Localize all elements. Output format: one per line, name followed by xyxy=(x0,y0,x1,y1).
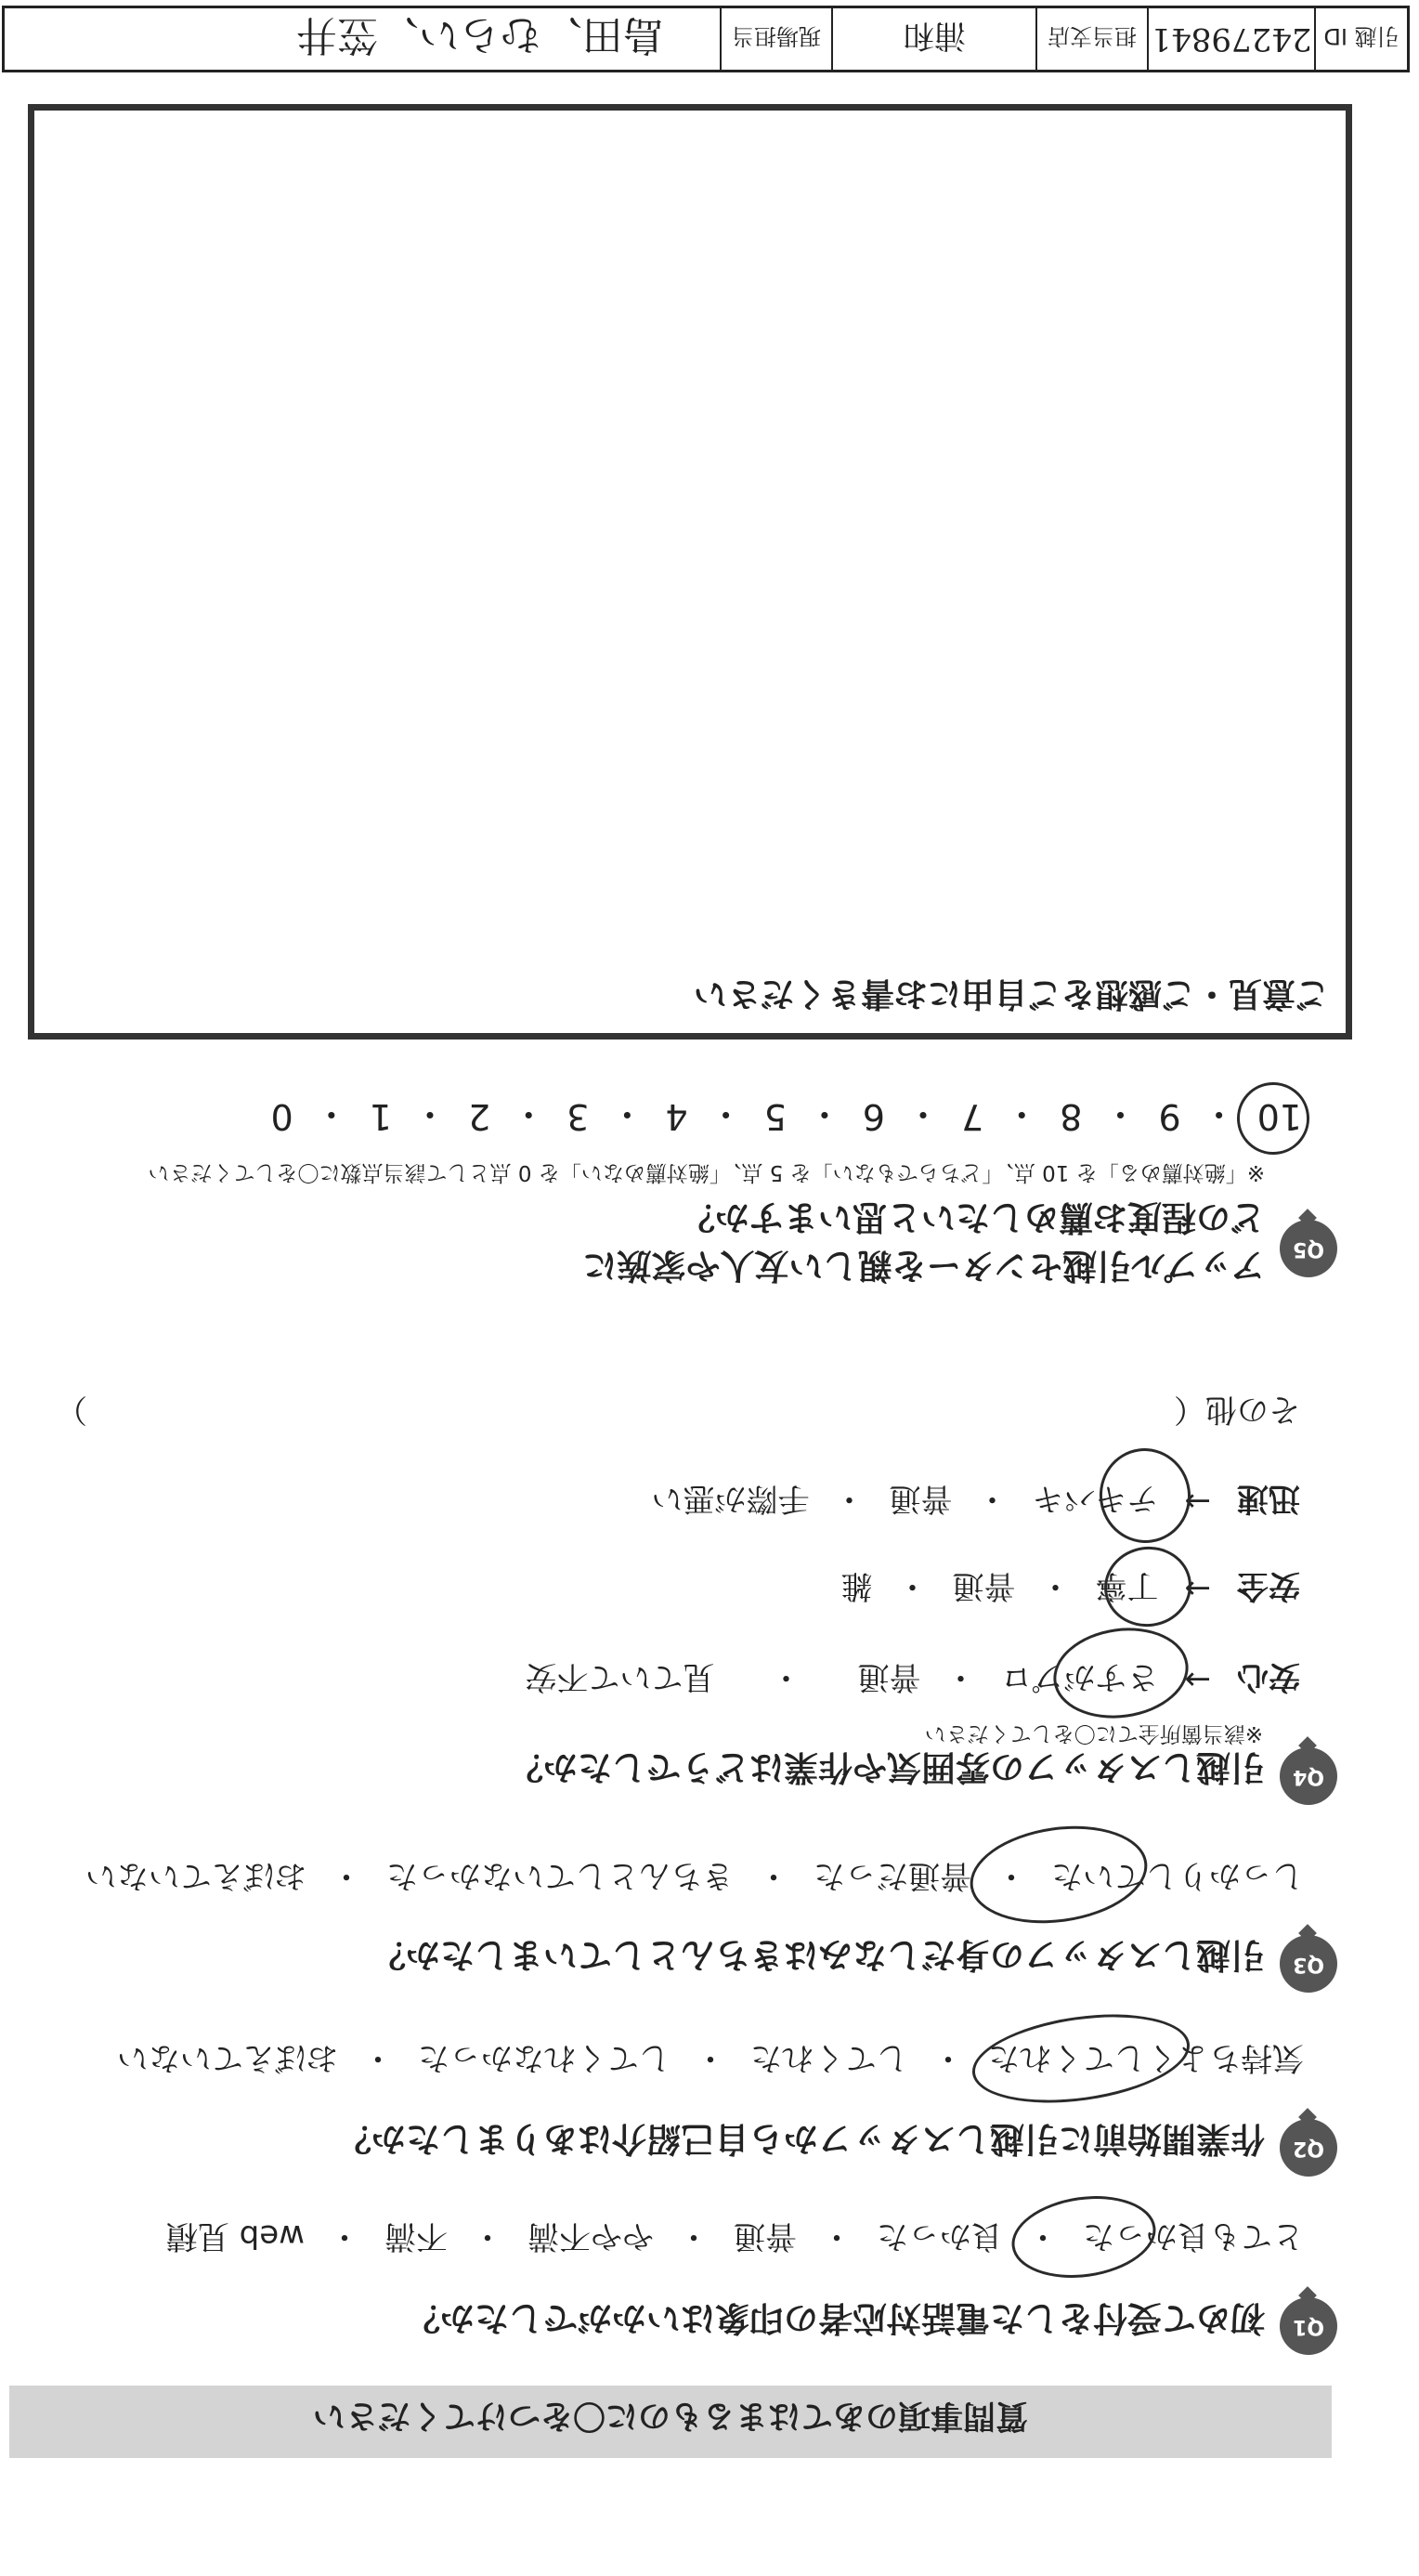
q5-note: ※「絶対薦める」を 10 点、「どちらでもない」を 5 点、「絶対薦めない」を 0 点として該当点数に〇をしてください xyxy=(148,1160,1265,1184)
q2-options: 気持ちよくしてくれた ・ してくれた ・ してくれなかった ・ おぼえていない xyxy=(117,2038,1304,2084)
q4-anshin-hand-circle xyxy=(1048,1619,1194,1726)
q4-jinsoku-quick[interactable]: テキパキ xyxy=(1032,1480,1159,1517)
q5-text-line1: アップル引越センターを親しい友人や家族に xyxy=(582,1246,1265,1286)
staff-value-cell[interactable] xyxy=(5,8,720,70)
q4-anzen-normal[interactable]: 普通 xyxy=(952,1567,1016,1604)
q3-option-normal[interactable]: 普通だった xyxy=(814,1857,971,1894)
q4-jinsoku-clumsy[interactable]: 手際が悪い xyxy=(651,1480,810,1517)
q3-option-not-neat[interactable]: きちんとしていなかった xyxy=(386,1857,734,1894)
q5-score-7[interactable]: 7 xyxy=(961,1096,984,1138)
staff-label: 現場担当 xyxy=(732,23,821,50)
footer-table xyxy=(2,6,1410,72)
q1-options: とても良かった ・ 良かった ・ 普通 ・ やや不満 ・ 不満 ・ web 見積 xyxy=(166,2216,1304,2262)
q1-option-somewhat-unsatisfied[interactable]: やや不満 xyxy=(527,2217,654,2255)
q2-text: 作業開始前に引越しスタッフから自己紹介はありましたか？ xyxy=(337,2119,1265,2159)
staff-label-cell xyxy=(720,8,831,70)
q4-other-label: その他（ xyxy=(1174,1391,1300,1428)
q4-jinsoku-hand-circle xyxy=(1093,1443,1196,1550)
q4-row-other xyxy=(56,1390,1300,1435)
instructions-banner xyxy=(9,2386,1332,2458)
q5-score-8[interactable]: 8 xyxy=(1060,1096,1083,1138)
move-id-value: 24279841 xyxy=(1151,20,1312,58)
q4-text: 引越しスタッフの雰囲気や作業はどうでしたか？ xyxy=(509,1747,1265,1787)
q4-jinsoku-normal[interactable]: 普通 xyxy=(889,1480,953,1517)
arrow-icon: → xyxy=(1184,1661,1211,1699)
q4-row-anzen: 安全 → 丁寧 ・ 普通 ・ 雑 xyxy=(841,1566,1301,1612)
q4-note: ※該当箇所全てに〇をしてください xyxy=(924,1721,1263,1746)
q4-other-blank[interactable] xyxy=(87,1412,1174,1413)
q5-score-1[interactable]: 1 xyxy=(369,1096,392,1138)
q5-score-9[interactable]: 9 xyxy=(1158,1096,1181,1138)
q5-badge: Q5 xyxy=(1280,1220,1337,1277)
q5-score-5[interactable]: 5 xyxy=(763,1096,787,1138)
q3-option-neat[interactable]: しっかりしていた xyxy=(1051,1857,1304,1894)
q5-hand-circle xyxy=(1232,1078,1314,1159)
q5-score-6[interactable]: 6 xyxy=(862,1096,886,1138)
q4-row-anshin: 安心 → さすがプロ ・ 普通 ・ 見ていて不安 xyxy=(526,1657,1301,1703)
q4-anzen-hand-circle xyxy=(1099,1541,1196,1632)
q5-scale: 10 ・ 9 ・ 8 ・ 7 ・ 6 ・ 5 ・ 4 ・ 3 ・ 2 ・ 1 ・ 0 xyxy=(270,1093,1302,1138)
q2-hand-circle xyxy=(967,2002,1195,2115)
q1-badge: Q1 xyxy=(1280,2297,1337,2355)
q3-text: 引越しスタッフの身だしなみはきちんとしていましたか？ xyxy=(371,1935,1265,1975)
q4-row-label: 迅速 xyxy=(1237,1480,1300,1517)
q5-score-0[interactable]: 0 xyxy=(270,1096,293,1138)
q1-option-web-estimate[interactable]: web 見積 xyxy=(165,2217,305,2255)
q1-option-unsatisfied[interactable]: 不満 xyxy=(384,2217,448,2255)
move-id-value-cell[interactable] xyxy=(1147,8,1314,70)
q5-score-4[interactable]: 4 xyxy=(665,1096,688,1138)
q2-option-dont-remember[interactable]: おぼえていない xyxy=(117,2039,338,2076)
q3-hand-circle xyxy=(964,1815,1153,1934)
arrow-icon: → xyxy=(1184,1570,1211,1608)
q1-option-normal[interactable]: 普通 xyxy=(734,2217,797,2255)
q4-row-label: 安全 xyxy=(1237,1567,1300,1604)
q5-score-3[interactable]: 3 xyxy=(566,1096,590,1138)
arrow-icon: → xyxy=(1184,1483,1211,1521)
q2-option-did[interactable]: してくれた xyxy=(750,2039,908,2076)
q3-option-dont-remember[interactable]: おぼえていない xyxy=(85,1857,306,1894)
q4-badge: Q4 xyxy=(1280,1747,1337,1805)
q4-anshin-pro[interactable]: さすがプロ xyxy=(1000,1658,1159,1695)
branch-value-cell[interactable] xyxy=(831,8,1035,70)
q1-option-very-good[interactable]: とても良かった xyxy=(1083,2217,1304,2255)
q5-score-10[interactable]: 10 xyxy=(1256,1096,1302,1138)
q4-anzen-rough[interactable]: 雑 xyxy=(840,1567,873,1604)
move-id-label: 引越 ID xyxy=(1323,23,1399,50)
q4-row-jinsoku: 迅速 → テキパキ ・ 普通 ・ 手際が悪い xyxy=(652,1479,1301,1524)
q4-other-close: ） xyxy=(56,1391,87,1428)
q2-option-pleasant[interactable]: 気持ちよくしてくれた xyxy=(988,2039,1304,2076)
q3-options: しっかりしていた ・ 普通だった ・ きちんとしていなかった ・ おぼえていない xyxy=(85,1856,1304,1902)
q2-option-did-not[interactable]: してくれなかった xyxy=(418,2039,670,2076)
instructions-text: 質問事項のあてはまるものに〇をつけてください xyxy=(313,2397,1029,2434)
branch-label-cell xyxy=(1035,8,1147,70)
q5-text-line2: どの程度お薦めしたいと思いますか？ xyxy=(681,1197,1265,1237)
comment-box-title: ご意見・ご感想をご自由にお書きください xyxy=(693,974,1329,1013)
staff-value: 島田、むらい、笠井 xyxy=(296,11,664,59)
q4-anzen-polite[interactable]: 丁寧 xyxy=(1095,1567,1159,1604)
q4-anshin-uneasy[interactable]: 見ていて不安 xyxy=(525,1658,715,1695)
branch-value: 浦和 xyxy=(903,17,966,55)
comment-box xyxy=(28,104,1352,1040)
q1-text: 初めて受付をした電話対応者の印象はいかがでしたか？ xyxy=(406,2298,1265,2338)
q2-badge: Q2 xyxy=(1280,2119,1337,2177)
branch-label: 担当支店 xyxy=(1048,23,1137,50)
q3-badge: Q3 xyxy=(1280,1935,1337,1993)
q5-score-2[interactable]: 2 xyxy=(468,1096,491,1138)
q1-hand-circle xyxy=(1007,2188,1161,2287)
move-id-label-cell xyxy=(1314,8,1407,70)
comment-area[interactable] xyxy=(51,132,1329,968)
q4-row-label: 安心 xyxy=(1237,1658,1300,1695)
q1-option-good[interactable]: 良かった xyxy=(877,2217,1003,2255)
q4-anshin-normal[interactable]: 普通 xyxy=(857,1658,921,1695)
